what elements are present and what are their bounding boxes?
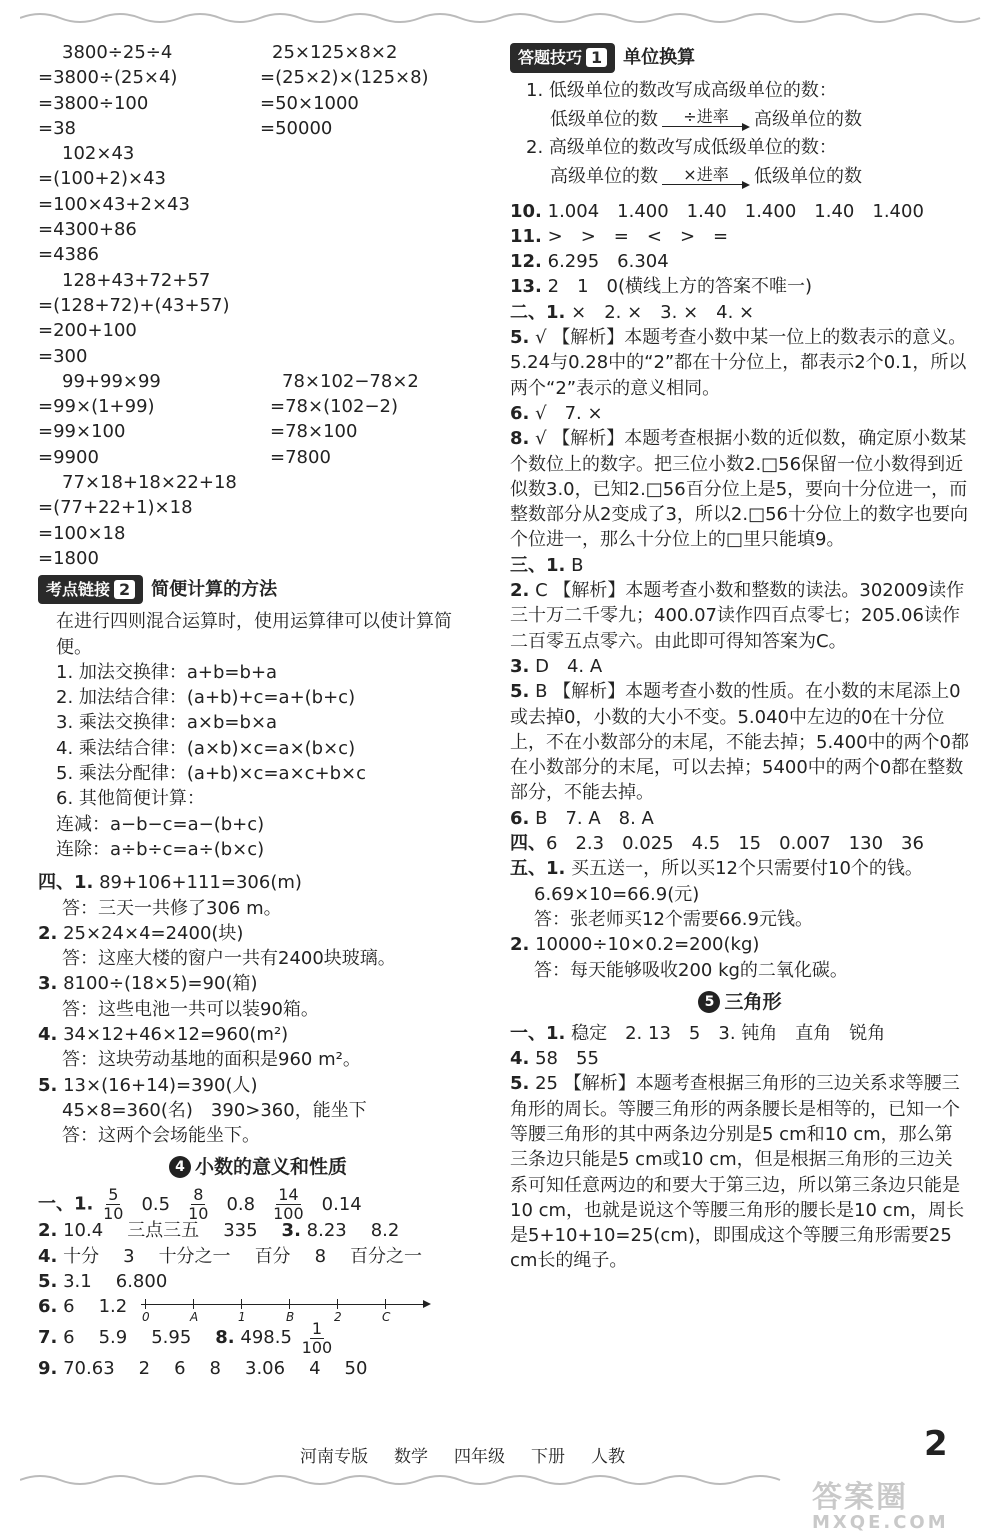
footer-item: 数学 <box>394 1447 428 1467</box>
calc-line: 128+43+72+57 <box>62 269 211 291</box>
ch4-row5 <box>38 1269 478 1294</box>
answer-10: 10. 1.004 1.400 1.40 1.400 1.40 1.400 <box>510 200 924 222</box>
answer-3-3: 3. D 4. A <box>510 655 603 677</box>
calc-right: 78×102−78×2 <box>282 370 419 392</box>
top-decoration <box>20 8 986 28</box>
answer-value: 8 <box>314 1245 327 1267</box>
calc-line: =4300+86 <box>38 219 137 241</box>
word-problem-line <box>38 1022 478 1047</box>
tip-header <box>510 44 970 72</box>
item-label: 3. <box>281 1220 301 1242</box>
answer-11: 11. > > = < > = <box>510 225 729 247</box>
c5-answer-4: 4. 58 55 <box>510 1048 599 1070</box>
answer-value: 3 <box>123 1245 135 1267</box>
calc-line: 77×18+18×22+18 <box>62 472 237 494</box>
kaodian-intro: 在进行四则混合运算时，使用运算律可以使计算简便。 <box>56 611 452 658</box>
calc-line <box>38 445 478 470</box>
chapter4-header: 4 小数的意义和性质 <box>38 1152 478 1182</box>
answer-value: 8.23 <box>306 1220 347 1242</box>
item-text: 答：这些电池一共可以装90箱。 <box>62 998 319 1020</box>
calc-left: =99×(1+99) <box>38 396 155 418</box>
item-text: 89+106+111=306(m) <box>93 872 302 894</box>
answer-value: 10.4 <box>63 1220 104 1242</box>
calc-right: =(25×2)×(125×8) <box>260 67 429 89</box>
word-problem-line <box>38 1098 478 1123</box>
item-label: 5. <box>38 1074 58 1096</box>
footer-item: 四年级 <box>454 1447 505 1467</box>
item-label: 4. <box>38 1245 58 1267</box>
answer-2-5: 5. √ 【解析】本题考查小数中某一位上的数表示的意义。5.24与0.28中的“2”都在十分位上，都表示2个0.1，所以两个“2”表示的意义相同。 <box>510 327 967 399</box>
conversion-high-to-low: 高级单位的数 ×进率 低级单位的数 <box>550 164 862 187</box>
law-item: 5. 乘法分配律：(a+b)×c=a×c+b×c <box>56 763 367 785</box>
right-column <box>510 40 970 1274</box>
item-label: 3. <box>38 973 58 995</box>
answer-value: 6 <box>63 1327 75 1349</box>
answer-value: 十分 <box>63 1245 100 1267</box>
answer-2-1: 二、1. × 2. × 3. × 4. × <box>510 301 755 323</box>
calc-line: =200+100 <box>38 320 137 342</box>
footer <box>300 1442 720 1467</box>
number-line-label: 0 <box>141 1310 150 1325</box>
arrow-icon: ÷进率 <box>662 108 750 130</box>
c5-answer-5: 5. 25 【解析】本题考查根据三角形的三边关系求等腰三角形的周长。等腰三角形的两条腰长是相等的，已知一个等腰三角形的其中两条边分别是5 cm和10 cm，那么第三条边只能是5 cm或10 cm，但是根据三角形的三边关系可知任意两边的和要大于第三边，所以第三条边只能是10 cm，也就是说这个等腰三角形的腰长是10 cm，周长是5+10+10=25(cm)，即围成这个等腰三角形需要25 cm长的绳子。 <box>510 1073 965 1272</box>
item-label: 9. <box>38 1357 58 1379</box>
item-label: 5. <box>38 1271 58 1293</box>
calc-line: =100×43+2×43 <box>38 193 190 215</box>
answer-value: 498.5 <box>240 1327 292 1349</box>
footer-item: 河南专版 <box>300 1447 368 1467</box>
item-text: 45×8=360(名) 390>360，能坐下 <box>62 1099 367 1121</box>
word-problem-line <box>38 896 478 921</box>
numerator: 8 <box>193 1185 204 1205</box>
word-problem-line <box>38 921 478 946</box>
answer-2-6: 6. √ 7. × <box>510 402 603 424</box>
item-label: 8. <box>215 1327 235 1349</box>
law-item: 2. 加法结合律：(a+b)+c=a+(b+c) <box>56 687 356 709</box>
denominator: 10 <box>103 1204 124 1224</box>
calc-right: =78×(102−2) <box>270 396 399 418</box>
calc-line <box>38 394 478 419</box>
answer-value: 3.06 <box>245 1357 286 1379</box>
answer-value: 百分之一 <box>350 1245 423 1267</box>
answer-value: 三点三五 <box>127 1220 200 1242</box>
item-text: 答：这块劳动基地的面积是960 m²。 <box>62 1049 361 1071</box>
word-problem-line <box>38 971 478 996</box>
calc-left: 3800÷25÷4 <box>62 42 173 63</box>
word-problem-line <box>38 997 478 1022</box>
law-item: 3. 乘法交换律：a×b=b×a <box>56 712 278 734</box>
footer-item: 下册 <box>531 1447 565 1467</box>
calc-left: 99+99×99 <box>62 370 161 392</box>
answer-5-1: 五、1. 买五送一，所以买12个只需要付10个的钱。 <box>510 858 923 880</box>
calc-line <box>38 40 478 65</box>
calc-line: =300 <box>38 345 88 367</box>
ch4-row7 <box>38 1320 478 1356</box>
item-label: 2. <box>38 922 58 944</box>
answer-value: 6 <box>174 1357 186 1379</box>
ch4-row6 <box>38 1294 478 1325</box>
answer-value: 3.1 <box>63 1271 92 1293</box>
answer-3-2: 2. C 【解析】本题考查小数和整数的读法。302009读作三十万二千零九；400.07读作四百点零七；205.06读作二百零五点零六。由此即可得知答案为C。 <box>510 580 965 652</box>
calc-right: =78×100 <box>270 421 358 443</box>
calc-line <box>38 91 478 116</box>
calc-right: 25×125×8×2 <box>272 42 398 63</box>
tip-line2: 2. 高级单位的数改写成低级单位的数： <box>526 137 837 159</box>
number-line-label: 1 <box>237 1310 246 1325</box>
answer-value: 2 <box>138 1357 151 1379</box>
item-text: 25×24×4=2400(块) <box>57 922 244 944</box>
conversion-low-to-high: 低级单位的数 ÷进率 高级单位的数 <box>550 107 862 130</box>
calc-right: =50000 <box>260 117 333 139</box>
answer-4: 四、6 2.3 0.025 4.5 15 0.007 130 36 <box>510 833 924 855</box>
ch4-row1: 一、1. $\frac{5}{10}$ 0.5 $\frac{8}{10}$ 0.8 $\frac{14}{100}$ 0.14 <box>38 1185 362 1224</box>
item-text: 34×12+46×12=960(m²) <box>57 1023 289 1045</box>
answer-13: 13. 2 1 0(横线上方的答案不唯一) <box>510 276 813 298</box>
calc-line: =1800 <box>38 547 99 569</box>
calc-right: =50×1000 <box>260 92 359 114</box>
answer-value: 8.2 <box>370 1220 400 1242</box>
calc-line <box>38 369 478 394</box>
answer-value: 50 <box>344 1357 368 1379</box>
item-text: 答：这座大楼的窗户一共有2400块玻璃。 <box>62 948 396 970</box>
kaodian-title: 简便计算的方法 <box>151 578 278 600</box>
item-label: 6. <box>38 1296 58 1318</box>
calc-line: =100×18 <box>38 522 126 544</box>
calc-left: =3800÷100 <box>38 92 149 114</box>
ch4-row9 <box>38 1356 478 1381</box>
left-column <box>38 40 478 1381</box>
ch4-row4 <box>38 1244 478 1269</box>
item-label: 7. <box>38 1327 58 1349</box>
law-item: 4. 乘法结合律：(a×b)×c=a×(b×c) <box>56 737 356 759</box>
calc-line: =4386 <box>38 244 99 266</box>
answer-3-5: 5. B 【解析】本题考查小数的性质。在小数的末尾添上0或去掉0，小数的大小不变。5.040中左边的0在十分位上，不在小数部分的末尾，不能去掉；5.400中的两个0都在小数部分的末尾，可以去掉；5400中的两个0都在整数部分，不能去掉。 <box>510 681 969 804</box>
answer-2-8: 8. √ 【解析】本题考查根据小数的近似数，确定原小数某个数位上的数字。把三位小数2.□56保留一位小数得到近似数3.0，已知2.□56百分位上是5，要向十分位进一，而整数部分从2变成了3，所以2.□56十分位上的数字也要向个位进一，那么十分位上的□里只能填9。 <box>510 428 968 551</box>
answer-value: 4 <box>309 1357 321 1379</box>
answer-5-1b: 6.69×10=66.9(元) <box>534 883 700 905</box>
calc-line: 102×43 <box>62 143 135 165</box>
arrow-icon: ×进率 <box>662 166 750 188</box>
calc-right: =7800 <box>270 446 331 468</box>
c5-answer-1: 一、1. 稳定 2. 13 5 3. 钝角 直角 锐角 <box>510 1022 886 1044</box>
calc-left: =99×100 <box>38 421 126 443</box>
law-item: 连除：a÷b÷c=a÷(b×c) <box>56 838 265 860</box>
answer-value: 0.8 <box>226 1193 256 1215</box>
calc-line: =(100+2)×43 <box>38 168 167 190</box>
calc-line <box>38 116 478 141</box>
calc-left: =3800÷(25×4) <box>38 67 178 89</box>
watermark-logo: 答案圈 MXQE.COM <box>812 1480 949 1533</box>
word-problem-line <box>38 870 478 895</box>
answer-value: 5.9 <box>98 1327 128 1349</box>
calc-line: =(128+72)+(43+57) <box>38 294 230 316</box>
answer-value: 70.63 <box>63 1357 115 1379</box>
page-number: 2 <box>924 1424 948 1464</box>
item-text: 答：这两个会场能坐下。 <box>62 1125 260 1147</box>
answer-value: 8 <box>209 1357 221 1379</box>
law-item: 6. 其他简便计算： <box>56 788 205 810</box>
number-line <box>141 1296 431 1325</box>
kaodian-tag: 考点链接 2 <box>38 575 143 604</box>
tip-line1: 1. 低级单位的数改写成高级单位的数： <box>526 80 837 101</box>
answer-5-2b: 答：每天能够吸收200 kg的二氧化碳。 <box>534 959 848 981</box>
tip-tag: 答题技巧 1 <box>510 43 615 72</box>
chapter5-header: 5 三角形 <box>510 987 970 1017</box>
calc-line <box>38 65 478 90</box>
word-problem-line <box>38 1123 478 1148</box>
item-text: 13×(16+14)=390(人) <box>57 1074 258 1096</box>
answer-value: 335 <box>223 1220 258 1242</box>
word-problem-line <box>38 946 478 971</box>
answer-3-6: 6. B 7. A 8. A <box>510 807 654 829</box>
number-line-label: B <box>285 1310 295 1325</box>
answer-value: 十分之一 <box>158 1245 231 1267</box>
word-problem-line <box>38 1073 478 1098</box>
calc-left: =38 <box>38 117 76 139</box>
calc-line: =(77+22+1)×18 <box>38 497 193 519</box>
number-line-label: A <box>189 1310 199 1325</box>
item-label: 四、1. <box>38 872 94 894</box>
answer-12: 12. 6.295 6.304 <box>510 251 669 273</box>
tip-title: 单位换算 <box>623 47 696 69</box>
number-line-label: 2 <box>333 1310 342 1325</box>
answer-5-2: 2. 10000÷10×0.2=200(kg) <box>510 934 760 956</box>
numerator: 5 <box>108 1185 119 1205</box>
answer-value: 百分 <box>254 1245 291 1267</box>
number-line-label: C <box>381 1310 391 1325</box>
denominator: 10 <box>188 1204 209 1224</box>
answer-value: 0.14 <box>321 1193 362 1215</box>
answer-3-1: 三、1. B <box>510 554 584 576</box>
answer-value: 1.2 <box>98 1296 128 1318</box>
calc-left: =9900 <box>38 446 99 468</box>
kaodian-header <box>38 575 478 603</box>
calc-line <box>38 419 478 444</box>
footer-item: 人教 <box>591 1447 625 1467</box>
denominator: 100 <box>273 1204 304 1224</box>
answer-value: 0.5 <box>141 1193 171 1215</box>
item-label: 2. <box>38 1220 58 1242</box>
item-text: 8100÷(18×5)=90(箱) <box>57 973 258 995</box>
answer-value: 6.800 <box>115 1271 168 1293</box>
answer-5-1c: 答：张老师买12个需要66.9元钱。 <box>534 908 813 930</box>
law-item: 1. 加法交换律：a+b=b+a <box>56 661 278 683</box>
answer-value: 6 <box>63 1296 75 1318</box>
law-item: 连减：a−b−c=a−(b+c) <box>56 813 265 835</box>
fraction: $\frac{1}{100}$ <box>301 1318 333 1357</box>
answer-value: 5.95 <box>151 1327 192 1349</box>
item-label: 4. <box>38 1023 58 1045</box>
numerator: 14 <box>278 1185 299 1205</box>
ch4-row2 <box>38 1218 478 1243</box>
item-text: 答：三天一共修了306 m。 <box>62 897 282 919</box>
word-problem-line <box>38 1047 478 1072</box>
